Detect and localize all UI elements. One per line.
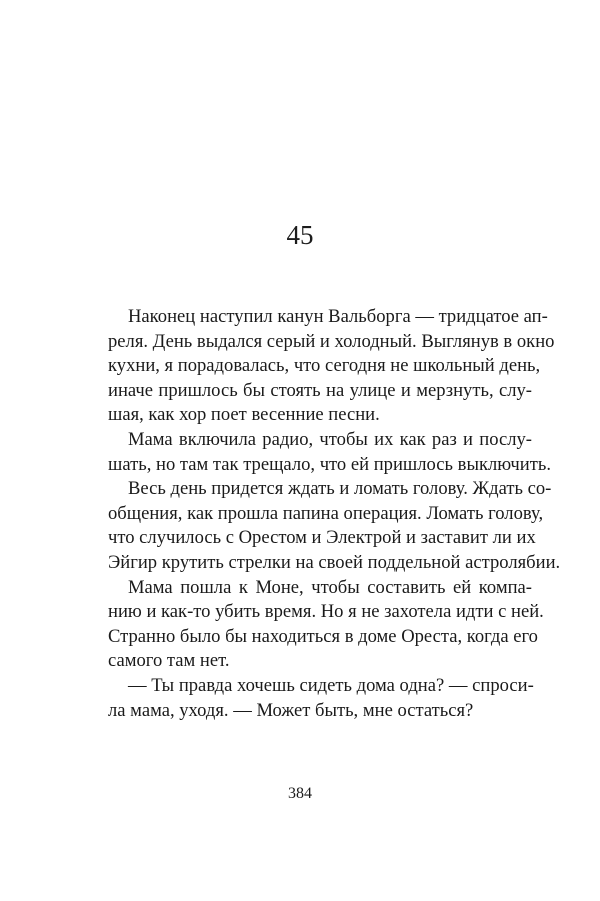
chapter-number: 45 — [286, 220, 314, 250]
text-line: Эйгир крутить стрелки на своей поддельной астролябии. — [108, 551, 561, 573]
text-line: шать, но там так трещало, что ей пришлось выключить. — [108, 453, 551, 475]
text-line: шая, как хор поет весенние песни. — [108, 404, 380, 426]
text-line: — Ты правда хочешь сидеть дома одна? — спроси- — [128, 674, 534, 696]
body-text — [108, 305, 561, 723]
page-number: 384 — [288, 785, 312, 802]
text-line: что случилось с Орестом и Электрой и заставит ли их — [108, 527, 536, 549]
text-line: Мама пошла к Моне, чтобы составить ей компа- — [128, 576, 532, 598]
text-line: Весь день придется ждать и ломать голову. Ждать со- — [128, 478, 552, 500]
text-line: Странно было бы находиться в доме Ореста, когда его — [108, 625, 538, 647]
text-line: нию и как-то убить время. Но я не захотела идти с ней. — [108, 601, 544, 623]
text-line: кухни, я порадовалась, что сегодня не школьный день, — [108, 355, 541, 377]
text-line: Мама включила радио, чтобы их как раз и послу- — [128, 428, 532, 450]
text-line: Наконец наступил канун Вальборга — тридцатое ап- — [128, 306, 548, 327]
text-line: общения, как прошла папина операция. Ломать голову, — [108, 502, 544, 524]
text-line: ла мама, уходя. — Может быть, мне остаться? — [108, 699, 474, 721]
text-line: реля. День выдался серый и холодный. Выглянув в окно — [108, 330, 555, 352]
text-line: иначе пришлось бы стоять на улице и мерзнуть, слу- — [108, 379, 532, 401]
text-line: самого там нет. — [108, 650, 230, 672]
